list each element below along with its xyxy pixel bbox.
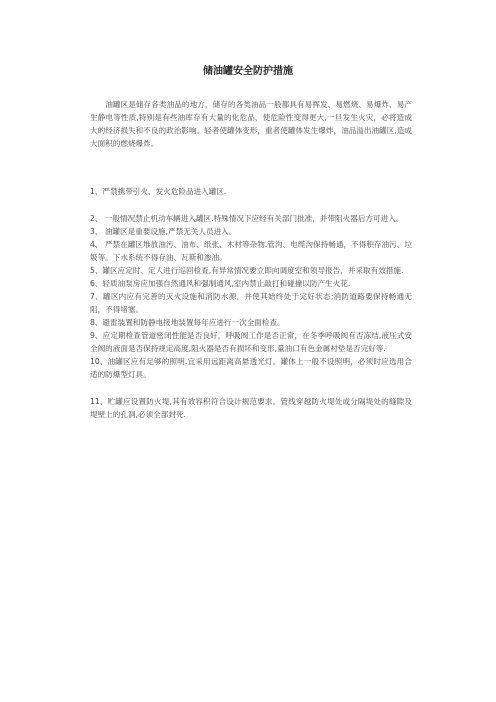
measure-item-6: 6、轻质油泵房应加强自然通风和强制通风,室内禁止敲打和碰撞以防产生火花. [90,279,351,288]
measure-item-3: 3、 油罐区是重要设施,严禁无关人员进入。 [90,227,237,236]
intro-paragraph: 油罐区是储存各类油品的地方，储存的各类油品一般都具有易挥发、易燃烧、易爆炸、易产生静电等性质,特别是有些油库存有大量的化危品，使危险性变得更大,一旦发生火灾，必将造成大的经济损失和不良的政治影响。轻者使罐体变形，重者使罐体发生爆炸，油品溢出油罐区,造成大面积的燃烧爆炸。 [90,100,412,148]
measure-item-9: 9、应定期检查管道密闭性能是否良好，呼吸阀工作是否正常，在冬季呼吸阀有否冻结,液压式安全阀的液面是否保持规定高度,阻火器是否有损坏和变形,量油口有色金属衬垫是否完好等. [90,331,412,353]
measure-item-4: 4、 严禁在罐区堆放油污、油布、纸张、木材等杂物.管沟、电缆沟保持畅通，不得积存油污、垃圾等。下水系统不得存油、瓦斯和渗油。 [90,240,412,262]
measure-item-10: 10、油罐区应有足够的照明.宜采用远距离高悬透光灯。罐体上一般不设照明，必须时应选用合适的防爆型灯具。 [90,357,412,379]
document-title: 储油罐安全防护措施 [203,66,293,77]
measure-item-1: 1、严禁携带引火、发火危险品进入罐区. [90,187,227,196]
measure-item-8: 8、避雷装置和防静电接地装置每年应进行一次全面检查。 [90,318,285,327]
measure-item-11: 11、贮罐应设置防火堤,其有效容积符合设计规范要求。管线穿越防火堤处或分隔堤处的缝隙及堤壁上的孔洞,必须全部封死. [90,397,412,419]
measure-item-2: 2、 一般情况禁止机动车辆进入罐区.特殊情况下应经有关部门批准，并带阻火器后方可进入。 [90,214,404,223]
measure-item-7: 7、罐区内应有完善的灭火设施和消防水源，并使其始终处于完好状态;消防道路要保持畅通无阻，不得堵塞。 [90,292,412,314]
measures-list [90,185,412,421]
measure-item-5: 5、罐区应定时、定人进行巡回检查,有异常情况要立即向调度室和领导报告，并采取有效措施. [90,266,404,275]
